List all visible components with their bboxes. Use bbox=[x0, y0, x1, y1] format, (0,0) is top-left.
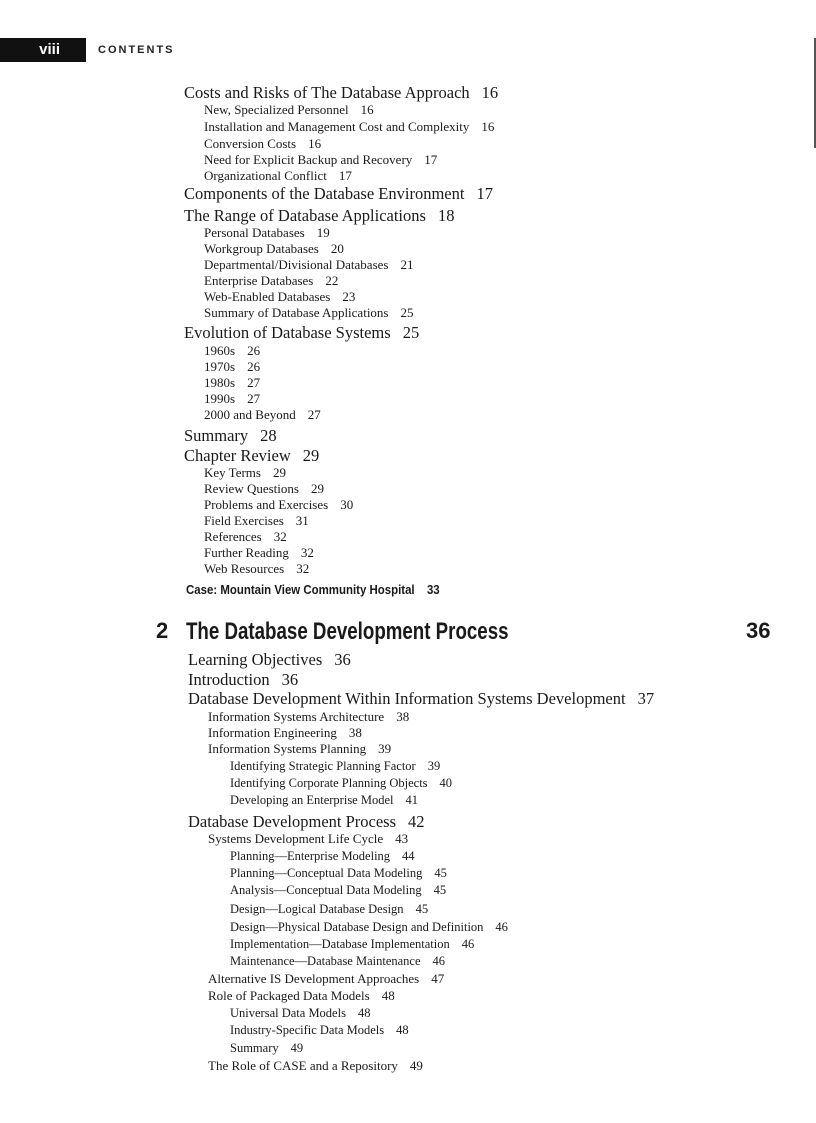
toc-entry: Analysis—Conceptual Data Modeling 45 bbox=[230, 883, 447, 897]
toc-entry: New, Specialized Personnel 16 bbox=[204, 102, 374, 117]
toc-entry: 2000 and Beyond 27 bbox=[204, 407, 321, 422]
toc-entry: Learning Objectives 36 bbox=[188, 650, 351, 669]
toc-entry: Information Systems Architecture 38 bbox=[208, 709, 410, 724]
toc-entry: Conversion Costs 16 bbox=[204, 136, 322, 151]
toc-entry: Identifying Corporate Planning Objects 40 bbox=[230, 776, 453, 790]
toc-entry: Identifying Strategic Planning Factor 39 bbox=[230, 759, 441, 773]
toc-entry: 1990s 27 bbox=[204, 391, 261, 406]
toc-entry: Further Reading 32 bbox=[204, 545, 314, 560]
toc-entry: Information Engineering 38 bbox=[208, 725, 362, 740]
toc-entry: Developing an Enterprise Model 41 bbox=[230, 793, 418, 807]
toc-entry: Role of Packaged Data Models 48 bbox=[208, 988, 395, 1003]
running-head: CONTENTS bbox=[98, 44, 175, 56]
chapter-number: 2 bbox=[156, 618, 169, 643]
toc-entry: 1960s 26 bbox=[204, 343, 261, 358]
toc-entry: Design—Logical Database Design 45 bbox=[230, 902, 429, 916]
toc-entry: Personal Databases 19 bbox=[204, 225, 330, 240]
page-number-tab: viii bbox=[0, 38, 86, 62]
toc-entry: Key Terms 29 bbox=[204, 465, 286, 480]
toc-entry: Installation and Management Cost and Complexity 16 bbox=[204, 119, 495, 134]
toc-entry: Problems and Exercises 30 bbox=[204, 497, 354, 512]
toc-entry: Departmental/Divisional Databases 21 bbox=[204, 257, 414, 272]
toc-entry: Planning—Enterprise Modeling 44 bbox=[230, 849, 415, 863]
page-header bbox=[0, 38, 816, 64]
toc-entry: Evolution of Database Systems 25 bbox=[184, 323, 420, 342]
toc-entry: Maintenance—Database Maintenance 46 bbox=[230, 954, 446, 968]
toc-entry: Implementation—Database Implementation 46 bbox=[230, 937, 475, 951]
toc-entry: Universal Data Models 48 bbox=[230, 1006, 371, 1020]
toc-entry: The Range of Database Applications 18 bbox=[184, 206, 455, 225]
toc-entry: References 32 bbox=[204, 529, 287, 544]
toc-entry: Introduction 36 bbox=[188, 670, 299, 689]
toc-entry: Planning—Conceptual Data Modeling 45 bbox=[230, 866, 447, 880]
toc-entry: Need for Explicit Backup and Recovery 17 bbox=[204, 152, 438, 167]
toc-entry: Costs and Risks of The Database Approach 16 bbox=[184, 83, 499, 102]
toc-entry: Database Development Within Information Systems Development 37 bbox=[188, 689, 655, 708]
toc-entry: 1980s 27 bbox=[204, 375, 261, 390]
chapter-title: The Database Development Process bbox=[186, 618, 509, 645]
chapter-page-number: 36 bbox=[746, 618, 771, 643]
toc-entry: Components of the Database Environment 17 bbox=[184, 184, 493, 203]
toc-entry: Alternative IS Development Approaches 47 bbox=[208, 971, 445, 986]
toc-entry: 1970s 26 bbox=[204, 359, 261, 374]
toc-entry: Chapter Review 29 bbox=[184, 446, 320, 465]
toc-entry: Field Exercises 31 bbox=[204, 513, 309, 528]
toc-entry: Summary 49 bbox=[230, 1041, 304, 1055]
case-entry: Case: Mountain View Community Hospital 33 bbox=[186, 582, 440, 597]
toc-entry: Workgroup Databases 20 bbox=[204, 241, 344, 256]
toc-entry: Information Systems Planning 39 bbox=[208, 741, 392, 756]
toc-entry: Organizational Conflict 17 bbox=[204, 168, 352, 183]
toc-entry: The Role of CASE and a Repository 49 bbox=[208, 1058, 423, 1073]
toc-entry: Database Development Process 42 bbox=[188, 812, 425, 831]
toc-entry: Web-Enabled Databases 23 bbox=[204, 289, 356, 304]
toc-entry: Industry-Specific Data Models 48 bbox=[230, 1023, 409, 1037]
toc-entry: Web Resources 32 bbox=[204, 561, 310, 576]
toc-entry: Summary of Database Applications 25 bbox=[204, 305, 414, 320]
toc-entry: Review Questions 29 bbox=[204, 481, 324, 496]
toc-entry: Systems Development Life Cycle 43 bbox=[208, 831, 409, 846]
toc-entry: Enterprise Databases 22 bbox=[204, 273, 339, 288]
toc-entry: Summary 28 bbox=[184, 426, 277, 445]
toc-entry: Design—Physical Database Design and Definition 46 bbox=[230, 920, 508, 934]
